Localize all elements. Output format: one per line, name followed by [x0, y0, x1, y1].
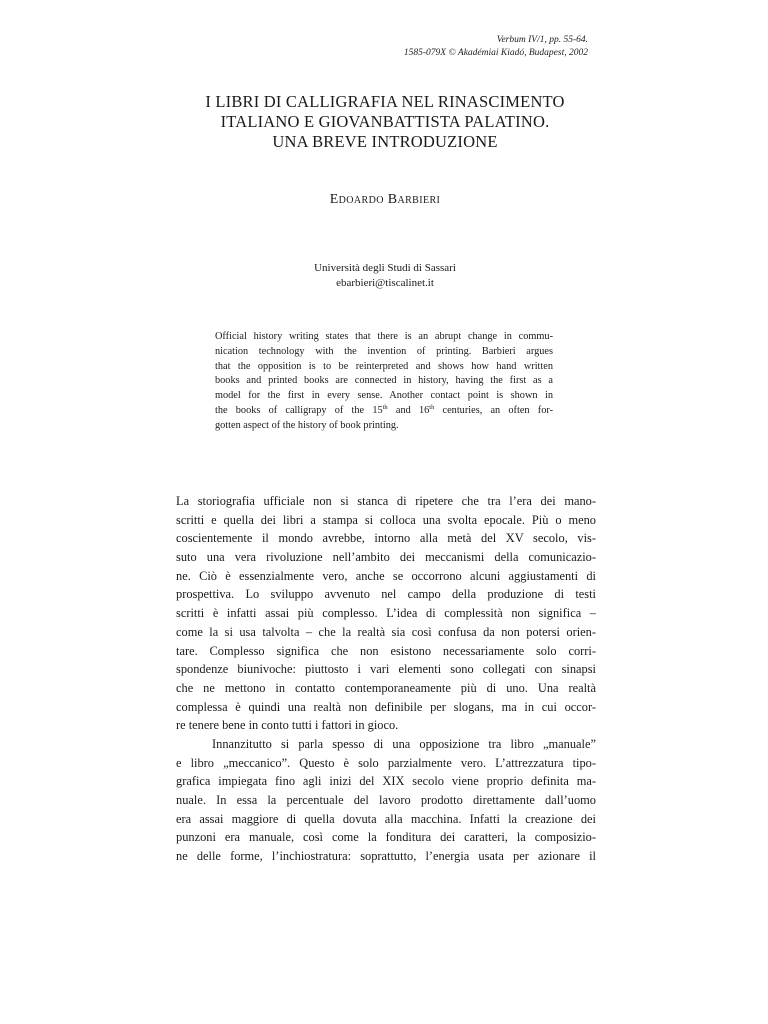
paragraph-2 — [176, 735, 596, 866]
author-affiliation: Università degli Studi di Sassari — [314, 262, 456, 274]
author-affiliation-block — [150, 261, 620, 291]
body-line: Innanzitutto si parla spesso di una opposizione tra libro „manuale” — [212, 736, 596, 751]
article-title-line-3: UNA BREVE INTRODUZIONE — [272, 132, 498, 151]
body-line: complessa è quindi una realtà non definibile per slogans, ma in cui occor- — [176, 699, 596, 714]
article-title — [150, 92, 620, 152]
abstract-text: the books of calligrapy of the 15 — [215, 404, 383, 416]
abstract-line: gotten aspect of the history of book printing. — [215, 419, 399, 431]
ordinal-superscript: th — [382, 403, 388, 411]
article-title-line-2: ITALIANO E GIOVANBATTISTA PALATINO. — [220, 112, 550, 131]
body-line: grafica impiegata fino agli inizi del XIX secolo viene proprio definita ma- — [176, 774, 596, 789]
body-line: ne. Ciò è essenzialmente vero, anche se occorrono alcuni aggiustamenti di — [176, 568, 596, 583]
body-line: prospettiva. Lo sviluppo avvenuto nel campo della produzione di testi — [176, 587, 596, 602]
body-line: era assai maggiore di quella dovuta alla macchina. Infatti la creazione dei — [176, 811, 596, 826]
body-line: spondenze biunivoche: piuttosto i vari elementi sono collegati con sinapsi — [176, 662, 596, 677]
abstract-line: nication technology with the invention of printing. Barbieri argues — [215, 345, 553, 357]
body-line: come la si usa talvolta – che la realtà sia così confusa da non potersi orien- — [176, 624, 596, 639]
abstract-line-centuries — [215, 404, 553, 419]
body-line: scritti e quella dei libri a stampa si colloca una svolta epocale. Più o meno — [176, 512, 596, 527]
abstract-line: books and printed books are connected in history, having the first as a — [215, 375, 553, 387]
abstract — [215, 330, 553, 434]
abstract-text: centuries, an often for- — [434, 404, 553, 416]
body-line: La storiografia ufficiale non si stanca di ripetere che tra l’era dei mano- — [176, 494, 596, 508]
body-text — [176, 492, 596, 866]
body-line: re tenere bene in conto tutti i fattori in gioco. — [176, 718, 399, 733]
body-line: che ne mettono in contatto contemporaneamente più di uno. Una realtà — [176, 680, 596, 695]
abstract-line: model for the first in every sense. Another contact point is shown in — [215, 390, 553, 402]
body-line: ne delle forme, l’inchiostratura: soprattutto, l’energia usata per azionare il — [176, 849, 596, 864]
journal-reference-volume: Verbum IV/1, pp. 55-64. — [496, 35, 588, 45]
body-line: coscientemente il mondo avrebbe, intorno alla metà del XV secolo, vis- — [176, 531, 596, 546]
article-title-line-1: I LIBRI DI CALLIGRAFIA NEL RINASCIMENTO — [205, 92, 565, 111]
body-line: tare. Complesso significa che non esistono necessariamente solo corri- — [176, 643, 596, 658]
author-email: ebarbieri@tiscalinet.it — [336, 277, 434, 289]
ordinal-superscript: th — [429, 403, 435, 411]
journal-reference — [404, 34, 588, 60]
abstract-text: and 16 — [387, 404, 430, 416]
paragraph-1 — [176, 492, 596, 735]
abstract-line: Official history writing states that there is an abrupt change in commu- — [215, 331, 553, 342]
body-line: e libro „meccanico”. Questo è solo parzialmente vero. L’attrezzatura tipo- — [176, 755, 596, 770]
body-line: nuale. In essa la percentuale del lavoro prodotto direttamente dall’uomo — [176, 793, 596, 807]
journal-reference-issn: 1585-079X © Akadémiai Kiadó, Budapest, 2002 — [403, 48, 588, 58]
body-line: punzoni era manuale, così come la fonditura dei caratteri, la composizio- — [176, 830, 596, 845]
author-name: Edoardo Barbieri — [329, 192, 441, 207]
abstract-line: that the opposition is to be reinterpreted and shows how hand written — [215, 360, 553, 372]
body-line: suto una vera rivoluzione nell’ambito dei meccanismi della comunicazio- — [176, 550, 596, 565]
body-line: scritti è infatti assai più complesso. L’idea di complessità non significa – — [176, 606, 596, 621]
